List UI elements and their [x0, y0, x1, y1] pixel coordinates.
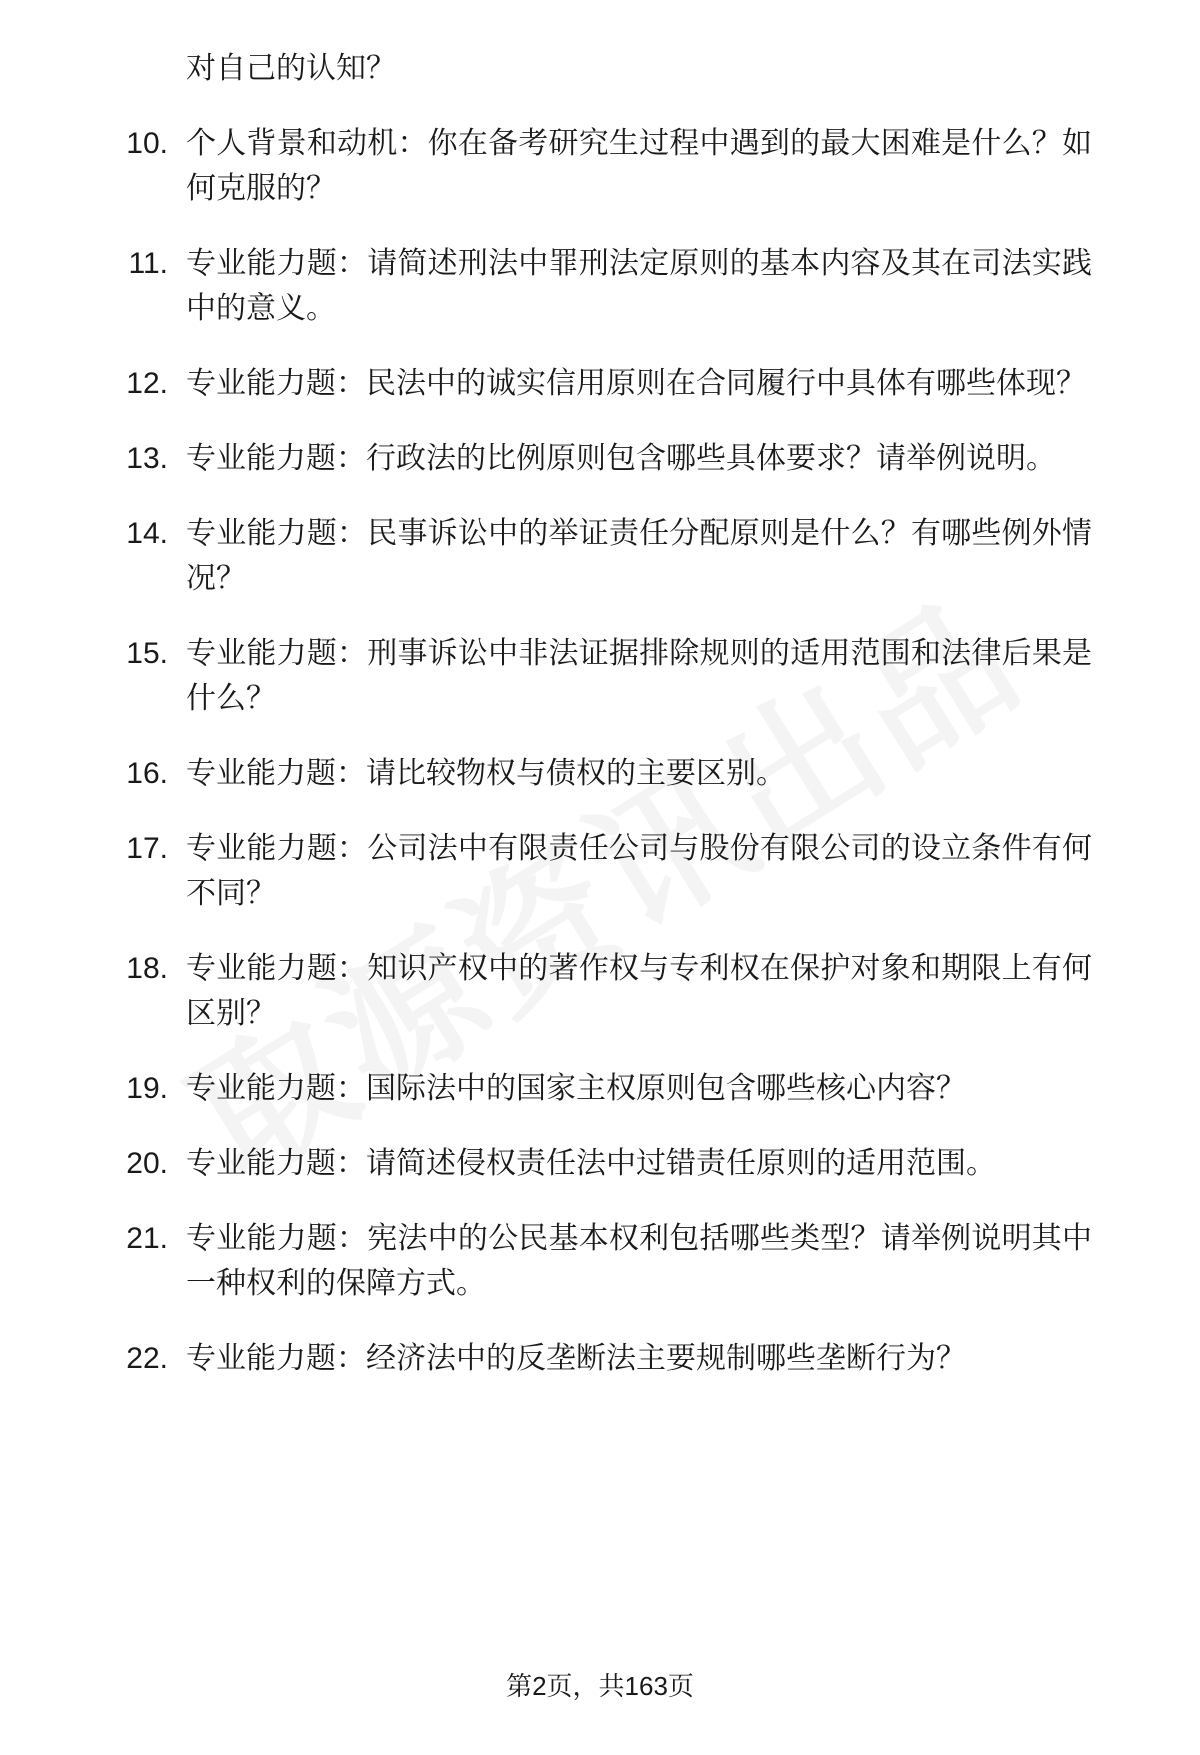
- list-item: [108, 361, 1092, 406]
- list-item: [108, 631, 1092, 721]
- list-item: [108, 751, 1092, 796]
- list-item-text: 专业能力题：国际法中的国家主权原则包含哪些核心内容？: [186, 1072, 966, 1105]
- list-item-number: 10.: [126, 127, 168, 160]
- list-item-text: 专业能力题：知识产权中的著作权与专利权在保护对象和期限上有何区别？: [186, 952, 1092, 1030]
- list-item-number: 14.: [126, 517, 168, 550]
- list-item-number: 11.: [128, 247, 168, 280]
- list-item: [108, 1336, 1092, 1381]
- list-item-text: 专业能力题：宪法中的公民基本权利包括哪些类型？请举例说明其中一种权利的保障方式。: [186, 1222, 1092, 1300]
- list-item-number: 13.: [126, 442, 168, 475]
- list-item: [108, 826, 1092, 916]
- list-item: [108, 946, 1092, 1036]
- list-item-text: 专业能力题：公司法中有限责任公司与股份有限公司的设立条件有何不同？: [186, 832, 1092, 910]
- list-item-text: 个人背景和动机：你在备考研究生过程中遇到的最大困难是什么？如何克服的？: [186, 127, 1092, 205]
- continued-paragraph: 对自己的认知？: [186, 52, 396, 85]
- page-footer: 第2页，共163页: [506, 1671, 694, 1701]
- list-item-text: 专业能力题：请比较物权与债权的主要区别。: [186, 757, 786, 790]
- list-item-number: 21.: [126, 1222, 168, 1255]
- list-item-number: 22.: [126, 1342, 168, 1375]
- list-item-number: 12.: [126, 367, 168, 400]
- list-item: [108, 1066, 1092, 1111]
- list-item-text: 专业能力题：经济法中的反垄断法主要规制哪些垄断行为？: [186, 1342, 966, 1375]
- list-item-number: 16.: [126, 757, 168, 790]
- list-item-text: 专业能力题：行政法的比例原则包含哪些具体要求？请举例说明。: [186, 442, 1056, 475]
- list-item-number: 15.: [126, 637, 168, 670]
- list-item-text: 专业能力题：刑事诉讼中非法证据排除规则的适用范围和法律后果是什么？: [186, 637, 1092, 715]
- list-item-text: 专业能力题：请简述刑法中罪刑法定原则的基本内容及其在司法实践中的意义。: [186, 247, 1092, 325]
- list-item: [108, 511, 1092, 601]
- list-item: [108, 1141, 1092, 1186]
- list-item: [108, 1216, 1092, 1306]
- list-item-text: 专业能力题：请简述侵权责任法中过错责任原则的适用范围。: [186, 1147, 996, 1180]
- list-item: [108, 121, 1092, 211]
- list-item-number: 18.: [126, 952, 168, 985]
- list-item: [108, 241, 1092, 331]
- list-item: [108, 436, 1092, 481]
- list-item-text: 专业能力题：民法中的诚实信用原则在合同履行中具体有哪些体现？: [186, 367, 1086, 400]
- list-item-number: 17.: [126, 832, 168, 865]
- list-item-text: 专业能力题：民事诉讼中的举证责任分配原则是什么？有哪些例外情况？: [186, 517, 1092, 595]
- list-item-number: 19.: [126, 1072, 168, 1105]
- list-item-number: 20.: [126, 1147, 168, 1180]
